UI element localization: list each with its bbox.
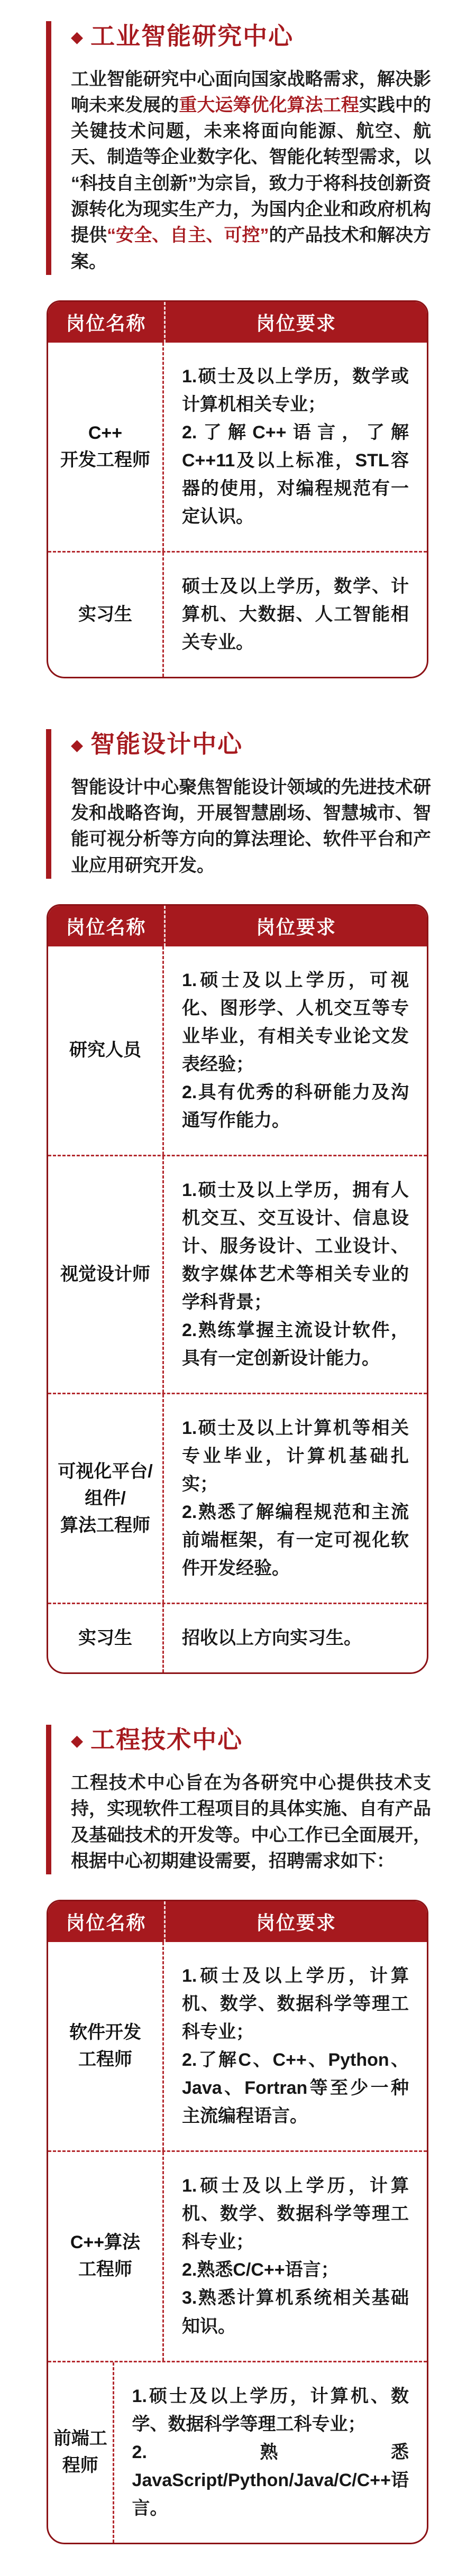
position-name-line: 视觉设计师: [60, 1264, 150, 1285]
section-intro: [46, 21, 431, 275]
position-requirements-cell: [164, 1394, 427, 1603]
table-row: [48, 1603, 427, 1672]
column-header-position: 岗位名称: [48, 302, 166, 343]
requirement-item: 1.硕士及以上学历，计算机、数学、数据科学等理工科专业；: [182, 1966, 409, 2043]
table-body: [48, 1942, 427, 2543]
position-name-line: 工程师: [78, 2259, 132, 2280]
position-requirements-cell: [164, 1942, 427, 2150]
table-row: [48, 343, 427, 551]
table-row: [48, 1942, 427, 2150]
position-name-cell: [48, 2362, 114, 2543]
position-requirements-cell: [164, 1156, 427, 1393]
description-text: 工程技术中心旨在为各研究中心提供技术支持，实现软件工程项目的具体实施、自有产品及基础技术的开发等。中心工作已全面展开，根据中心初期建设需要，招聘需求如下：: [71, 1772, 431, 1871]
table-row: [48, 1393, 427, 1603]
position-name-line: 算法工程师: [60, 1515, 150, 1535]
position-name-line: 工程师: [78, 2049, 132, 2070]
position-requirements-cell: [114, 2362, 427, 2543]
center-section: [0, 1725, 476, 2544]
column-header-position: 岗位名称: [48, 906, 166, 946]
description-text: 工业智能研究中心面向国家战略需求，解决影响未来发展的: [71, 69, 431, 115]
center-section: [0, 21, 476, 678]
requirement-item: 硕士及以上学历，数学、计算机、大数据、人工智能相关专业。: [182, 576, 409, 653]
description-text: 的产品技术和解决方案。: [71, 225, 432, 272]
table-row: [48, 1155, 427, 1393]
position-requirements-cell: [164, 1604, 427, 1672]
position-name-line: C++算法: [70, 2232, 141, 2253]
description-text: 智能设计中心聚焦智能设计领域的先进技术研发和战略咨询，开展智慧剧场、智慧城市、智能可视分析等方向的算法理论、软件平台和产业应用研究开发。: [71, 777, 431, 876]
requirement-item: 2.熟悉了解编程规范和主流前端框架，有一定可视化软件开发经验。: [182, 1502, 409, 1579]
section-intro: [46, 729, 431, 879]
table-header-row: [48, 1901, 427, 1942]
section-title-text: 工程技术中心: [90, 1726, 243, 1754]
table-body: [48, 946, 427, 1673]
requirement-item: 1.硕士及以上学历，拥有人机交互、交互设计、信息设计、服务设计、工业设计、数字媒体艺术等相关专业的学科背景；: [182, 1180, 409, 1313]
description-text: 实践中的关键技术问题，未来将面向能源、航空、航天、制造等企业数字化、智能化转型需求，以“科技自主创新”为宗旨，致力于将科技创新资源转化为现实生产力，为国内企业和政府机构提供: [71, 95, 432, 246]
position-name-cell: [48, 553, 164, 677]
position-name-cell: [48, 946, 164, 1155]
position-requirements-cell: [164, 2152, 427, 2360]
position-name-line: 组件/: [85, 1488, 126, 1508]
requirement-item: 1.硕士及以上计算机等相关专业毕业，计算机基础扎实；: [182, 1418, 409, 1495]
requirement-item: 2.了解C++语言，了解C++11及以上标准，STL容器的使用，对编程规范有一定认识。: [182, 422, 409, 527]
section-title-text: 工业智能研究中心: [90, 22, 294, 50]
requirement-item: 1.硕士及以上学历，数学或计算机相关专业；: [182, 366, 409, 415]
position-name-cell: [48, 1156, 164, 1393]
position-name-line: C++: [88, 422, 123, 443]
requirement-item: 2.熟练掌握主流设计软件，具有一定创新设计能力。: [182, 1320, 409, 1369]
section-title: [71, 1725, 431, 1755]
position-name-line: 前端工程师: [53, 2428, 107, 2476]
diamond-bullet-icon: ◆: [71, 736, 85, 754]
section-title: [71, 21, 431, 52]
table-row: [48, 2361, 427, 2543]
position-requirements-cell: [164, 946, 427, 1155]
requirement-item: 招收以上方向实习生。: [182, 1628, 362, 1649]
table-header-row: [48, 302, 427, 343]
table-body: [48, 343, 427, 677]
section-title-text: 智能设计中心: [90, 730, 243, 758]
section-description: [71, 67, 431, 275]
position-requirements-cell: [164, 553, 427, 677]
positions-table: [47, 904, 428, 1675]
column-header-requirements: 岗位要求: [255, 1912, 336, 1934]
position-name-cell: [48, 1604, 164, 1672]
requirement-item: 2.了解C、C++、Python、Java、Fortran等至少一种主流编程语言。: [182, 2050, 409, 2127]
position-name-line: 实习生: [78, 604, 132, 625]
description-highlight: “安全、自主、可控”: [107, 225, 269, 246]
column-header-requirements: 岗位要求: [255, 916, 336, 938]
position-name-line: 实习生: [78, 1628, 132, 1649]
table-row: [48, 2150, 427, 2360]
requirement-item: 3.熟悉计算机系统相关基础知识。: [182, 2288, 409, 2336]
table-row: [48, 551, 427, 677]
diamond-bullet-icon: ◆: [71, 28, 85, 46]
positions-table: [47, 300, 428, 678]
position-name-line: 开发工程师: [60, 449, 150, 470]
table-header-row: [48, 906, 427, 946]
position-name-cell: [48, 2152, 164, 2360]
requirement-item: 1.硕士及以上学历，可视化、图形学、人机交互等专业毕业，有相关专业论文发表经验；: [182, 970, 409, 1074]
requirement-item: 2.熟悉C/C++语言；: [182, 2260, 339, 2280]
description-highlight: 重大运筹优化算法工程: [179, 95, 359, 115]
position-name-line: 软件开发: [69, 2022, 141, 2043]
position-name-line: 可视化平台/: [58, 1461, 153, 1482]
requirement-item: 1.硕士及以上学历，计算机、数学、数据科学等理工科专业；: [182, 2176, 409, 2252]
positions-table: [47, 1900, 428, 2544]
column-header-position: 岗位名称: [48, 1901, 166, 1942]
center-section: [0, 729, 476, 1674]
section-title: [71, 729, 431, 760]
position-name-cell: [48, 1394, 164, 1603]
position-name-cell: [48, 1942, 164, 2150]
section-intro: [46, 1725, 431, 1874]
section-description: [71, 1770, 431, 1874]
requirement-item: 2.具有优秀的科研能力及沟通写作能力。: [182, 1082, 409, 1130]
table-row: [48, 946, 427, 1155]
position-requirements-cell: [164, 343, 427, 551]
content: [0, 21, 476, 2544]
requirement-item: 1.硕士及以上学历，计算机、数学、数据科学等理工科专业；: [132, 2386, 409, 2434]
diamond-bullet-icon: ◆: [71, 1732, 85, 1750]
position-name-cell: [48, 343, 164, 551]
requirement-item: 2.熟悉JavaScript/Python/Java/C/C++语言。: [132, 2442, 409, 2518]
position-name-line: 研究人员: [69, 1040, 141, 1061]
column-header-requirements: 岗位要求: [255, 312, 336, 334]
section-description: [71, 775, 431, 879]
